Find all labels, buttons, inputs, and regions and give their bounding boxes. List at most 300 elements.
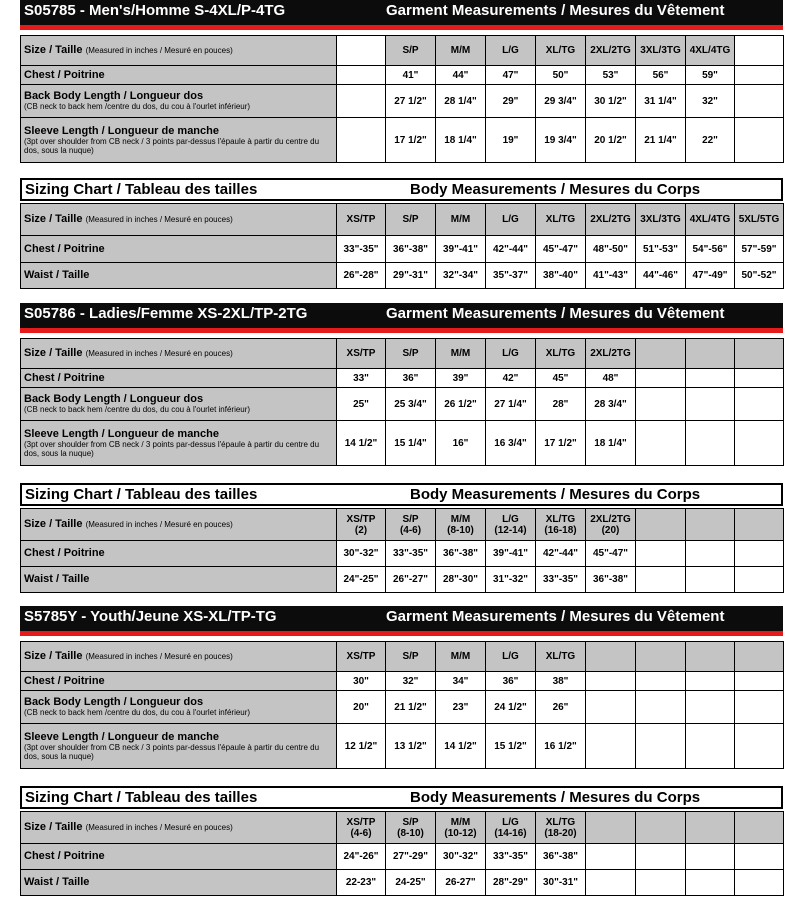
empty-cell bbox=[686, 509, 735, 541]
chest-label: Chest / Poitrine bbox=[21, 369, 337, 388]
size-header: L/G bbox=[486, 339, 536, 369]
sleeve-note: (3pt over shoulder from CB neck / 3 points par-dessus l'épaule à partir du centre du dos, sous la nuque) bbox=[24, 136, 320, 155]
size-label-cell bbox=[21, 509, 337, 541]
men-chest-row bbox=[21, 66, 784, 85]
empty-cell bbox=[636, 369, 686, 388]
ladies-size-row bbox=[21, 339, 784, 369]
value-cell: 36"-38" bbox=[586, 567, 636, 593]
value-cell: 35"-37" bbox=[486, 263, 536, 289]
empty-cell bbox=[735, 85, 784, 118]
empty-cell bbox=[686, 339, 735, 369]
empty-cell bbox=[735, 388, 784, 421]
size-code: XS/TP bbox=[346, 513, 376, 525]
empty-cell bbox=[735, 812, 784, 844]
men-body-chest-row bbox=[21, 236, 784, 263]
size-header: 3XL/3TG bbox=[636, 36, 686, 66]
value-cell: 50"-52" bbox=[735, 263, 784, 289]
size-header bbox=[337, 509, 386, 541]
chest-label: Chest / Poitrine bbox=[21, 66, 337, 85]
value-cell: 44"-46" bbox=[636, 263, 686, 289]
value-cell: 26"-27" bbox=[386, 567, 436, 593]
men-title-bar bbox=[20, 0, 783, 25]
value-cell: 28 3/4" bbox=[586, 388, 636, 421]
value-cell: 28"-29" bbox=[486, 870, 536, 896]
sleeve-note: (3pt over shoulder from CB neck / 3 points par-dessus l'épaule à partir du centre du dos, sous la nuque) bbox=[24, 439, 320, 458]
ladies-garment-table bbox=[20, 338, 784, 466]
ladies-chest-row bbox=[21, 369, 784, 388]
empty-cell bbox=[586, 844, 636, 870]
value-cell: 30"-32" bbox=[436, 844, 486, 870]
ladies-sleeve-row bbox=[21, 421, 784, 466]
size-label-cell bbox=[21, 204, 337, 236]
value-cell: 27"-29" bbox=[386, 844, 436, 870]
empty-cell bbox=[636, 672, 686, 691]
value-cell: 26" bbox=[536, 691, 586, 724]
empty-cell bbox=[686, 870, 735, 896]
value-cell: 21 1/4" bbox=[636, 118, 686, 163]
value-cell: 28" bbox=[536, 388, 586, 421]
body-measurements-heading: Body Measurements / Mesures du Corps bbox=[410, 486, 701, 503]
value-cell: 23" bbox=[436, 691, 486, 724]
size-header bbox=[586, 509, 636, 541]
empty-cell bbox=[686, 724, 735, 769]
empty-cell bbox=[586, 642, 636, 672]
value-cell: 26"-28" bbox=[337, 263, 386, 289]
sleeve-label-cell bbox=[21, 118, 337, 163]
empty-cell bbox=[586, 724, 636, 769]
value-cell: 19" bbox=[486, 118, 536, 163]
youth-body-table bbox=[20, 811, 784, 896]
value-cell: 39"-41" bbox=[436, 236, 486, 263]
size-header: 2XL/2TG bbox=[586, 339, 636, 369]
value-cell: 21 1/2" bbox=[386, 691, 436, 724]
value-cell: 36"-38" bbox=[536, 844, 586, 870]
empty-cell bbox=[686, 388, 735, 421]
empty-cell bbox=[686, 691, 735, 724]
value-cell: 41"-43" bbox=[586, 263, 636, 289]
value-cell: 32"-34" bbox=[436, 263, 486, 289]
value-cell: 30" bbox=[337, 672, 386, 691]
size-numeric: (4-6) bbox=[399, 524, 422, 536]
size-label: Size / Taille bbox=[24, 821, 83, 833]
size-numeric: (18-20) bbox=[544, 827, 577, 839]
size-numeric: (10-12) bbox=[444, 827, 477, 839]
empty-cell bbox=[735, 672, 784, 691]
size-numeric: (16-18) bbox=[544, 524, 577, 536]
empty-cell bbox=[735, 339, 784, 369]
empty-cell bbox=[636, 812, 686, 844]
value-cell: 14 1/2" bbox=[436, 724, 486, 769]
youth-body-heading bbox=[20, 786, 783, 809]
sleeve-note: (3pt over shoulder from CB neck / 3 points par-dessus l'épaule à partir du centre du dos, sous la nuque) bbox=[24, 742, 320, 761]
empty-cell bbox=[636, 421, 686, 466]
size-header: L/G bbox=[486, 36, 536, 66]
value-cell: 22" bbox=[686, 118, 735, 163]
value-cell: 20 1/2" bbox=[586, 118, 636, 163]
empty-cell bbox=[686, 812, 735, 844]
empty-cell bbox=[636, 642, 686, 672]
size-code: M/M bbox=[450, 513, 471, 525]
size-header: S/P bbox=[386, 642, 436, 672]
empty-cell bbox=[735, 36, 784, 66]
size-numeric: (8-10) bbox=[447, 524, 474, 536]
empty-cell bbox=[636, 870, 686, 896]
size-header: L/G bbox=[486, 642, 536, 672]
size-header: XS/TP bbox=[337, 204, 386, 236]
empty-cell bbox=[586, 870, 636, 896]
value-cell: 29 3/4" bbox=[536, 85, 586, 118]
size-numeric: (20) bbox=[601, 524, 620, 536]
size-label: Size / Taille bbox=[24, 347, 83, 359]
value-cell: 32" bbox=[386, 672, 436, 691]
youth-title: S5785Y - Youth/Jeune XS-XL/TP-TG bbox=[24, 608, 277, 625]
empty-cell bbox=[636, 691, 686, 724]
value-cell: 47"-49" bbox=[686, 263, 735, 289]
value-cell: 13 1/2" bbox=[386, 724, 436, 769]
men-garment-heading: Garment Measurements / Mesures du Vêtement bbox=[386, 2, 725, 19]
value-cell: 36"-38" bbox=[386, 236, 436, 263]
size-header: M/M bbox=[436, 204, 486, 236]
size-label: Size / Taille bbox=[24, 213, 83, 225]
value-cell: 25" bbox=[337, 388, 386, 421]
empty-cell bbox=[735, 118, 784, 163]
ladies-title-bar bbox=[20, 303, 783, 328]
value-cell: 25 3/4" bbox=[386, 388, 436, 421]
size-note: (Measured in inches / Mesuré en pouces) bbox=[85, 215, 233, 224]
size-header bbox=[436, 812, 486, 844]
size-label: Size / Taille bbox=[24, 518, 83, 530]
back-note: (CB neck to back hem /centre du dos, du cou à l'ourlet inférieur) bbox=[24, 405, 251, 414]
value-cell: 22-23" bbox=[337, 870, 386, 896]
size-header: XL/TG bbox=[536, 339, 586, 369]
value-cell: 34" bbox=[436, 672, 486, 691]
youth-back-row bbox=[21, 691, 784, 724]
body-chart-title: Sizing Chart / Tableau des tailles bbox=[25, 181, 258, 198]
body-measurements-heading: Body Measurements / Mesures du Corps bbox=[410, 789, 701, 806]
waist-label: Waist / Taille bbox=[21, 870, 337, 896]
value-cell: 42"-44" bbox=[536, 541, 586, 567]
back-label-cell bbox=[21, 85, 337, 118]
size-label-cell bbox=[21, 339, 337, 369]
value-cell: 44" bbox=[436, 66, 486, 85]
chest-label: Chest / Poitrine bbox=[21, 672, 337, 691]
value-cell: 33"-35" bbox=[536, 567, 586, 593]
size-header bbox=[486, 509, 536, 541]
value-cell: 27 1/2" bbox=[386, 85, 436, 118]
size-label-cell bbox=[21, 812, 337, 844]
size-note: (Measured in inches / Mesuré en pouces) bbox=[85, 46, 233, 55]
men-title: S05785 - Men's/Homme S-4XL/P-4TG bbox=[24, 2, 286, 19]
size-header: XL/TG bbox=[536, 204, 586, 236]
value-cell: 33"-35" bbox=[486, 844, 536, 870]
value-cell: 33"-35" bbox=[386, 541, 436, 567]
size-header bbox=[486, 812, 536, 844]
value-cell: 15 1/2" bbox=[486, 724, 536, 769]
ladies-garment-heading: Garment Measurements / Mesures du Vêtement bbox=[386, 305, 725, 322]
value-cell: 28 1/4" bbox=[436, 85, 486, 118]
value-cell: 42" bbox=[486, 369, 536, 388]
size-header: S/P bbox=[386, 204, 436, 236]
empty-cell bbox=[735, 724, 784, 769]
youth-chest-row bbox=[21, 672, 784, 691]
value-cell: 36" bbox=[486, 672, 536, 691]
size-code: S/P bbox=[402, 816, 419, 828]
size-numeric: (12-14) bbox=[494, 524, 527, 536]
empty-cell bbox=[735, 509, 784, 541]
empty-cell bbox=[686, 369, 735, 388]
value-cell: 17 1/2" bbox=[386, 118, 436, 163]
empty-cell bbox=[686, 844, 735, 870]
empty-cell bbox=[636, 541, 686, 567]
size-note: (Measured in inches / Mesuré en pouces) bbox=[85, 520, 233, 529]
value-cell: 14 1/2" bbox=[337, 421, 386, 466]
body-chart-title: Sizing Chart / Tableau des tailles bbox=[25, 486, 258, 503]
value-cell: 29"-31" bbox=[386, 263, 436, 289]
empty-cell bbox=[735, 567, 784, 593]
value-cell: 26 1/2" bbox=[436, 388, 486, 421]
value-cell: 39" bbox=[436, 369, 486, 388]
value-cell: 19 3/4" bbox=[536, 118, 586, 163]
value-cell: 17 1/2" bbox=[536, 421, 586, 466]
value-cell: 48" bbox=[586, 369, 636, 388]
empty-cell bbox=[735, 421, 784, 466]
size-header: 2XL/2TG bbox=[586, 204, 636, 236]
value-cell: 28"-30" bbox=[436, 567, 486, 593]
back-label-cell bbox=[21, 388, 337, 421]
size-numeric: (4-6) bbox=[350, 827, 372, 839]
value-cell: 15 1/4" bbox=[386, 421, 436, 466]
empty-cell bbox=[686, 541, 735, 567]
sleeve-label-cell bbox=[21, 724, 337, 769]
back-note: (CB neck to back hem /centre du dos, du cou à l'ourlet inférieur) bbox=[24, 102, 251, 111]
value-cell: 31"-32" bbox=[486, 567, 536, 593]
men-size-row bbox=[21, 36, 784, 66]
empty-cell bbox=[337, 85, 386, 118]
size-code: XL/TG bbox=[545, 513, 576, 525]
size-header: M/M bbox=[436, 339, 486, 369]
empty-cell bbox=[735, 870, 784, 896]
size-label-cell bbox=[21, 642, 337, 672]
empty-cell bbox=[636, 509, 686, 541]
value-cell: 31 1/4" bbox=[636, 85, 686, 118]
empty-cell bbox=[337, 36, 386, 66]
size-header: S/P bbox=[386, 36, 436, 66]
empty-cell bbox=[735, 691, 784, 724]
value-cell: 36"-38" bbox=[436, 541, 486, 567]
empty-cell bbox=[586, 812, 636, 844]
empty-cell bbox=[636, 339, 686, 369]
ladies-body-size-row bbox=[21, 509, 784, 541]
men-garment-table bbox=[20, 35, 784, 163]
size-header: XL/TG bbox=[536, 36, 586, 66]
value-cell: 30"-32" bbox=[337, 541, 386, 567]
empty-cell bbox=[686, 672, 735, 691]
size-code: L/G bbox=[502, 513, 519, 525]
value-cell: 29" bbox=[486, 85, 536, 118]
value-cell: 33"-35" bbox=[337, 236, 386, 263]
men-body-heading bbox=[20, 178, 783, 201]
value-cell: 54"-56" bbox=[686, 236, 735, 263]
empty-cell bbox=[735, 541, 784, 567]
sleeve-label: Sleeve Length / Longueur de manche bbox=[24, 124, 219, 137]
value-cell: 30"-31" bbox=[536, 870, 586, 896]
youth-garment-table bbox=[20, 641, 784, 769]
size-code: XL/TG bbox=[545, 816, 576, 828]
size-code: 2XL/2TG bbox=[590, 513, 631, 525]
sleeve-label-cell bbox=[21, 421, 337, 466]
size-header: S/P bbox=[386, 339, 436, 369]
value-cell: 45"-47" bbox=[536, 236, 586, 263]
men-red-line bbox=[20, 25, 783, 30]
men-back-row bbox=[21, 85, 784, 118]
value-cell: 18 1/4" bbox=[436, 118, 486, 163]
ladies-body-table bbox=[20, 508, 784, 593]
value-cell: 27 1/4" bbox=[486, 388, 536, 421]
value-cell: 41" bbox=[386, 66, 436, 85]
size-code: XS/TP bbox=[346, 816, 376, 828]
size-header bbox=[386, 812, 436, 844]
size-header: 4XL/4TG bbox=[686, 36, 735, 66]
size-code: L/G bbox=[502, 816, 519, 828]
value-cell: 38"-40" bbox=[536, 263, 586, 289]
empty-cell bbox=[636, 844, 686, 870]
value-cell: 26-27" bbox=[436, 870, 486, 896]
size-note: (Measured in inches / Mesuré en pouces) bbox=[85, 349, 233, 358]
size-header: XL/TG bbox=[536, 642, 586, 672]
size-header bbox=[436, 509, 486, 541]
empty-cell bbox=[586, 672, 636, 691]
size-code: S/P bbox=[402, 513, 419, 525]
value-cell: 30 1/2" bbox=[586, 85, 636, 118]
value-cell: 59" bbox=[686, 66, 735, 85]
size-note: (Measured in inches / Mesuré en pouces) bbox=[85, 823, 233, 832]
youth-body-chest-row bbox=[21, 844, 784, 870]
value-cell: 33" bbox=[337, 369, 386, 388]
size-header bbox=[337, 812, 386, 844]
size-label: Size / Taille bbox=[24, 44, 83, 56]
men-body-size-row bbox=[21, 204, 784, 236]
back-note: (CB neck to back hem /centre du dos, du cou à l'ourlet inférieur) bbox=[24, 708, 251, 717]
size-header bbox=[536, 509, 586, 541]
value-cell: 24 1/2" bbox=[486, 691, 536, 724]
empty-cell bbox=[586, 691, 636, 724]
value-cell: 57"-59" bbox=[735, 236, 784, 263]
youth-size-row bbox=[21, 642, 784, 672]
value-cell: 32" bbox=[686, 85, 735, 118]
value-cell: 16" bbox=[436, 421, 486, 466]
size-header: M/M bbox=[436, 36, 486, 66]
size-numeric: (2) bbox=[354, 524, 368, 536]
chest-label: Chest / Poitrine bbox=[21, 844, 337, 870]
value-cell: 16 3/4" bbox=[486, 421, 536, 466]
youth-body-size-row bbox=[21, 812, 784, 844]
empty-cell bbox=[735, 66, 784, 85]
men-body-table bbox=[20, 203, 784, 289]
ladies-body-waist-row bbox=[21, 567, 784, 593]
value-cell: 24"-25" bbox=[337, 567, 386, 593]
empty-cell bbox=[337, 118, 386, 163]
empty-cell bbox=[686, 421, 735, 466]
value-cell: 51"-53" bbox=[636, 236, 686, 263]
back-label: Back Body Length / Longueur dos bbox=[24, 90, 204, 102]
empty-cell bbox=[735, 642, 784, 672]
value-cell: 53" bbox=[586, 66, 636, 85]
value-cell: 12 1/2" bbox=[337, 724, 386, 769]
body-measurements-heading: Body Measurements / Mesures du Corps bbox=[410, 181, 701, 198]
size-header: 5XL/5TG bbox=[735, 204, 784, 236]
chest-label: Chest / Poitrine bbox=[21, 236, 337, 263]
men-body-waist-row bbox=[21, 263, 784, 289]
value-cell: 56" bbox=[636, 66, 686, 85]
size-header: XS/TP bbox=[337, 339, 386, 369]
value-cell: 38" bbox=[536, 672, 586, 691]
back-label: Back Body Length / Longueur dos bbox=[24, 696, 204, 708]
empty-cell bbox=[636, 724, 686, 769]
value-cell: 20" bbox=[337, 691, 386, 724]
youth-sleeve-row bbox=[21, 724, 784, 769]
empty-cell bbox=[636, 388, 686, 421]
value-cell: 45"-47" bbox=[586, 541, 636, 567]
value-cell: 36" bbox=[386, 369, 436, 388]
size-code: M/M bbox=[450, 816, 471, 828]
size-header: XS/TP bbox=[337, 642, 386, 672]
empty-cell bbox=[337, 66, 386, 85]
value-cell: 24-25" bbox=[386, 870, 436, 896]
size-header: 2XL/2TG bbox=[586, 36, 636, 66]
size-header bbox=[386, 509, 436, 541]
empty-cell bbox=[636, 567, 686, 593]
empty-cell bbox=[735, 369, 784, 388]
ladies-body-heading bbox=[20, 483, 783, 506]
youth-body-waist-row bbox=[21, 870, 784, 896]
value-cell: 47" bbox=[486, 66, 536, 85]
value-cell: 42"-44" bbox=[486, 236, 536, 263]
size-header: 4XL/4TG bbox=[686, 204, 735, 236]
size-header: M/M bbox=[436, 642, 486, 672]
size-label: Size / Taille bbox=[24, 650, 83, 662]
empty-cell bbox=[735, 844, 784, 870]
empty-cell bbox=[686, 642, 735, 672]
waist-label: Waist / Taille bbox=[21, 567, 337, 593]
size-header bbox=[536, 812, 586, 844]
value-cell: 16 1/2" bbox=[536, 724, 586, 769]
value-cell: 18 1/4" bbox=[586, 421, 636, 466]
ladies-back-row bbox=[21, 388, 784, 421]
size-header: L/G bbox=[486, 204, 536, 236]
value-cell: 48"-50" bbox=[586, 236, 636, 263]
size-numeric: (8-10) bbox=[397, 827, 424, 839]
sleeve-label: Sleeve Length / Longueur de manche bbox=[24, 730, 219, 743]
value-cell: 39"-41" bbox=[486, 541, 536, 567]
sleeve-label: Sleeve Length / Longueur de manche bbox=[24, 427, 219, 440]
value-cell: 50" bbox=[536, 66, 586, 85]
ladies-title: S05786 - Ladies/Femme XS-2XL/TP-2TG bbox=[24, 305, 308, 322]
youth-red-line bbox=[20, 631, 783, 636]
value-cell: 45" bbox=[536, 369, 586, 388]
size-numeric: (14-16) bbox=[494, 827, 527, 839]
size-label-cell bbox=[21, 36, 337, 66]
body-chart-title: Sizing Chart / Tableau des tailles bbox=[25, 789, 258, 806]
size-note: (Measured in inches / Mesuré en pouces) bbox=[85, 652, 233, 661]
ladies-red-line bbox=[20, 328, 783, 333]
youth-title-bar bbox=[20, 606, 783, 631]
back-label-cell bbox=[21, 691, 337, 724]
value-cell: 24"-26" bbox=[337, 844, 386, 870]
empty-cell bbox=[686, 567, 735, 593]
youth-garment-heading: Garment Measurements / Mesures du Vêtement bbox=[386, 608, 725, 625]
men-sleeve-row bbox=[21, 118, 784, 163]
waist-label: Waist / Taille bbox=[21, 263, 337, 289]
